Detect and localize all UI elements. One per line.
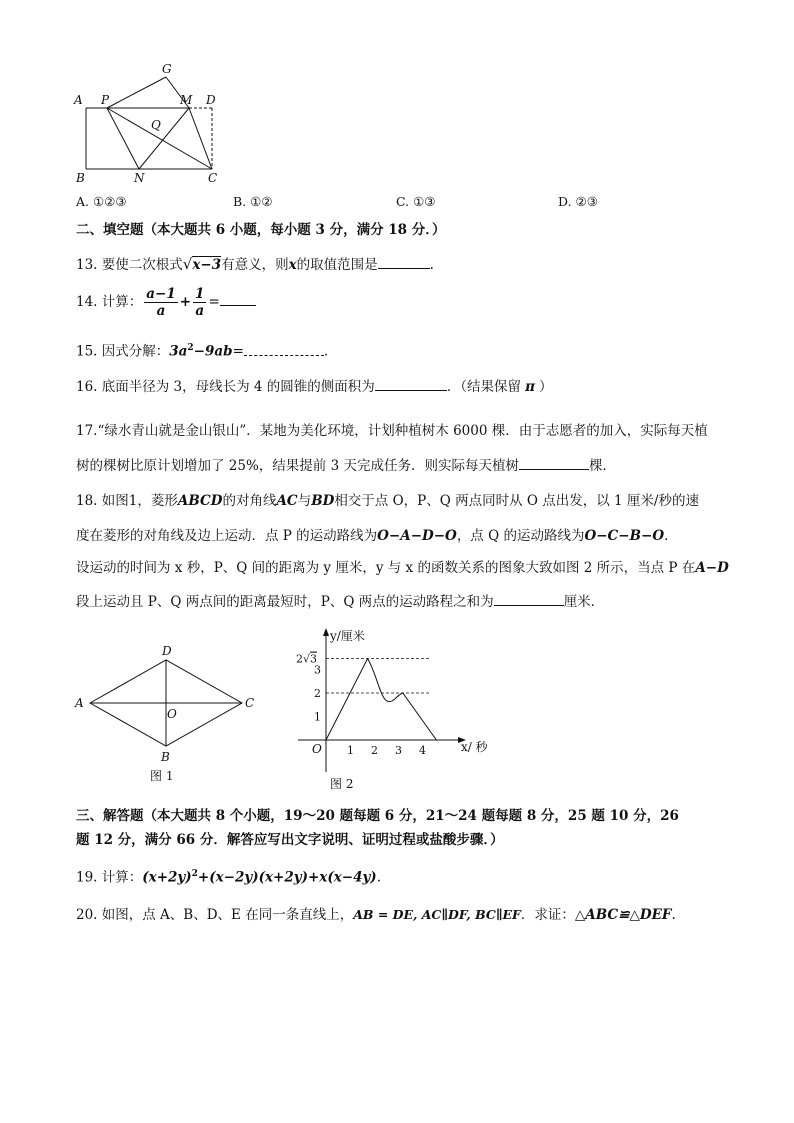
segment-MC <box>189 108 212 169</box>
q18-l3-b: A−D <box>695 560 729 576</box>
q20-mid: ．求证： <box>520 907 575 923</box>
q16-post: ．（结果保留 <box>446 379 522 395</box>
section2-title: 二、填空题（本大题共 6 小题，每小题 3 分，满分 18 分．） <box>76 222 446 238</box>
q18-blank <box>494 591 564 606</box>
q19-end: . <box>376 869 381 886</box>
section3-line-1: 三、解答题（本大题共 8 个小题，19～20 题每题 6 分，21～24 题每题 8 分，25 题 10 分，26 <box>76 808 679 824</box>
fig1-label-O: O <box>167 707 177 721</box>
q16-pre: 16. 底面半径为 3，母线长为 4 的圆锥的侧面积为 <box>76 379 375 395</box>
question-18-line-4 <box>76 591 604 612</box>
q13-end: . <box>429 257 434 273</box>
q14-blank <box>220 291 256 306</box>
q19-pre: 19. 计算： <box>76 869 143 886</box>
q18-l1-g: 相交于点 O，P、Q 两点同时从 O 点出发，以 1 厘米/秒的速 <box>334 493 699 509</box>
q16-blank <box>375 376 447 391</box>
fig1-label-D: D <box>162 644 172 658</box>
q18-l1-f: BD <box>311 493 335 509</box>
fig1-label-C: C <box>245 696 255 710</box>
x-tick-label-2: 2 <box>371 744 378 757</box>
q17-line2-post: 棵． <box>588 458 616 474</box>
q15-expr-b: −9ab <box>193 343 233 360</box>
fig2-caption: 图 2 <box>330 777 354 791</box>
label-B: B <box>76 171 85 185</box>
question-15 <box>76 338 328 362</box>
option-c: C. ①③ <box>396 194 436 209</box>
q14-num2: 1 <box>195 286 205 302</box>
y-tick-label-2root3: 2√3 <box>296 652 318 666</box>
q17-line2-pre: 树的棵树比原计划增加了 25%，结果提前 3 天完成任务．则实际每天植树 <box>76 458 519 474</box>
label-D: D <box>206 93 216 107</box>
q15-pre: 15. 因式分解： <box>76 343 170 360</box>
question-20 <box>76 905 676 925</box>
q15-blank <box>244 341 324 356</box>
figure-rectangle-fold <box>70 58 240 186</box>
question-18-line-2 <box>76 526 668 546</box>
x-tick-label-3: 3 <box>395 744 402 757</box>
label-M: M <box>180 93 193 107</box>
label-Q: Q <box>151 118 161 132</box>
q18-l1-e: 与 <box>297 493 312 509</box>
q14-den2: a <box>195 303 205 319</box>
segment-MN <box>139 108 189 169</box>
q18-l4-a: 段上运动且 P、Q 两点间的距离最短时，P、Q 两点的运动路程之和为 <box>76 594 494 610</box>
label-P: P <box>101 93 110 107</box>
q19-e1: (x+2y) <box>142 869 192 886</box>
q18-l1-c: 的对角线 <box>222 493 277 509</box>
q18-l1-a: 18. 如图1，菱形 <box>76 493 178 509</box>
question-16 <box>76 376 552 397</box>
figure-2-graph <box>290 622 500 794</box>
q13-post: 的取值范围是 <box>296 257 378 273</box>
q19-exp: 2 <box>191 869 198 879</box>
q20-pre: 20. 如图，点 A、B、D、E 在同一条直线上， <box>76 907 354 923</box>
y-tick-label-1: 1 <box>314 710 321 724</box>
q14-pre: 14. 计算： <box>76 294 143 310</box>
q16-close: ） <box>538 379 553 395</box>
q13-pre: 13. 要使二次根式 <box>76 257 183 273</box>
figure-1-rhombus <box>70 640 270 790</box>
label-N: N <box>134 171 145 185</box>
question-17-line-1: 17.“绿水青山就是金山银山”．某地为美化环境，计划种植树木 6000 棵．由于志愿者的加入，实际每天植 <box>76 423 708 439</box>
q18-l2-c: ，点 Q 的运动路线为 <box>456 528 585 544</box>
q17-blank <box>519 455 589 470</box>
y-axis-arrow <box>323 628 329 636</box>
label-C: C <box>208 171 218 185</box>
question-17-line-2 <box>76 455 616 476</box>
question-18-line-3 <box>76 558 729 578</box>
y-axis-label: y/厘米 <box>330 629 365 643</box>
fig1-caption: 图 1 <box>150 769 174 783</box>
q15-expr-a: 3a <box>169 343 188 360</box>
option-b: B. ①② <box>233 194 273 209</box>
y-tick-label-3: 3 <box>314 663 321 677</box>
radical-sign: √ <box>182 255 193 273</box>
x-tick-label-1: 1 <box>347 744 354 757</box>
question-19 <box>76 864 381 888</box>
q18-l2-b: O−A−D−O <box>377 528 457 544</box>
fig1-label-A: A <box>75 696 84 710</box>
x-tick-label-4: 4 <box>419 744 426 757</box>
q18-l2-e: . <box>664 528 669 544</box>
q14-den1: a <box>156 303 166 319</box>
q13-sqrt <box>183 254 221 275</box>
question-18-line-1 <box>76 491 699 511</box>
q14-fraction-1 <box>144 286 177 319</box>
q20-concl: △ABC≌△DEF <box>574 907 672 923</box>
q20-cond: AB = DE, AC∥DF, BC∥EF <box>353 907 521 922</box>
q15-eq: = <box>232 343 244 360</box>
q18-l3-a: 设运动的时间为 x 秒，P、Q 间的距离为 y 厘米，y 与 x 的函数关系的图象大致如图 2 所示，当点 P 在 <box>76 560 696 576</box>
q13-blank <box>378 254 430 269</box>
q18-l2-a: 度在菱形的对角线及边上运动．点 P 的运动路线为 <box>76 528 378 544</box>
q14-plus: + <box>179 294 192 310</box>
segment-PG <box>107 77 166 108</box>
label-G: G <box>162 62 172 76</box>
q16-pi: π <box>525 379 535 395</box>
y-tick-label-2: 2 <box>314 687 321 700</box>
q13-radicand: x−3 <box>192 257 222 273</box>
q18-l1-d: AC <box>276 493 298 509</box>
question-13 <box>76 254 434 275</box>
q14-num1: a−1 <box>146 286 176 302</box>
q15-exp: 2 <box>187 343 194 353</box>
function-curve <box>326 659 436 740</box>
q20-end: . <box>671 907 676 923</box>
fig1-label-B: B <box>161 750 170 764</box>
question-14 <box>76 285 256 319</box>
q14-eq: = <box>208 294 220 310</box>
q13-var: x <box>288 257 297 273</box>
q18-l2-d: O−C−B−O <box>584 528 665 544</box>
option-a: A. ①②③ <box>76 194 127 209</box>
q13-mid: 有意义，则 <box>221 257 289 273</box>
q15-end: . <box>323 343 329 360</box>
label-A: A <box>74 93 83 107</box>
q14-fraction-2 <box>193 286 206 319</box>
q18-l1-b: ABCD <box>177 493 223 509</box>
section3-line-2: 题 12 分，满分 66 分．解答应写出文字说明、证明过程或盐酸步骤．） <box>76 832 504 848</box>
option-d: D. ②③ <box>558 194 598 209</box>
origin-label: O <box>312 742 322 756</box>
x-axis-label: x/ 秒 <box>461 740 488 754</box>
q19-e2: +(x−2y)(x+2y)+x(x−4y) <box>197 869 377 886</box>
q18-l4-b: 厘米． <box>563 594 605 610</box>
